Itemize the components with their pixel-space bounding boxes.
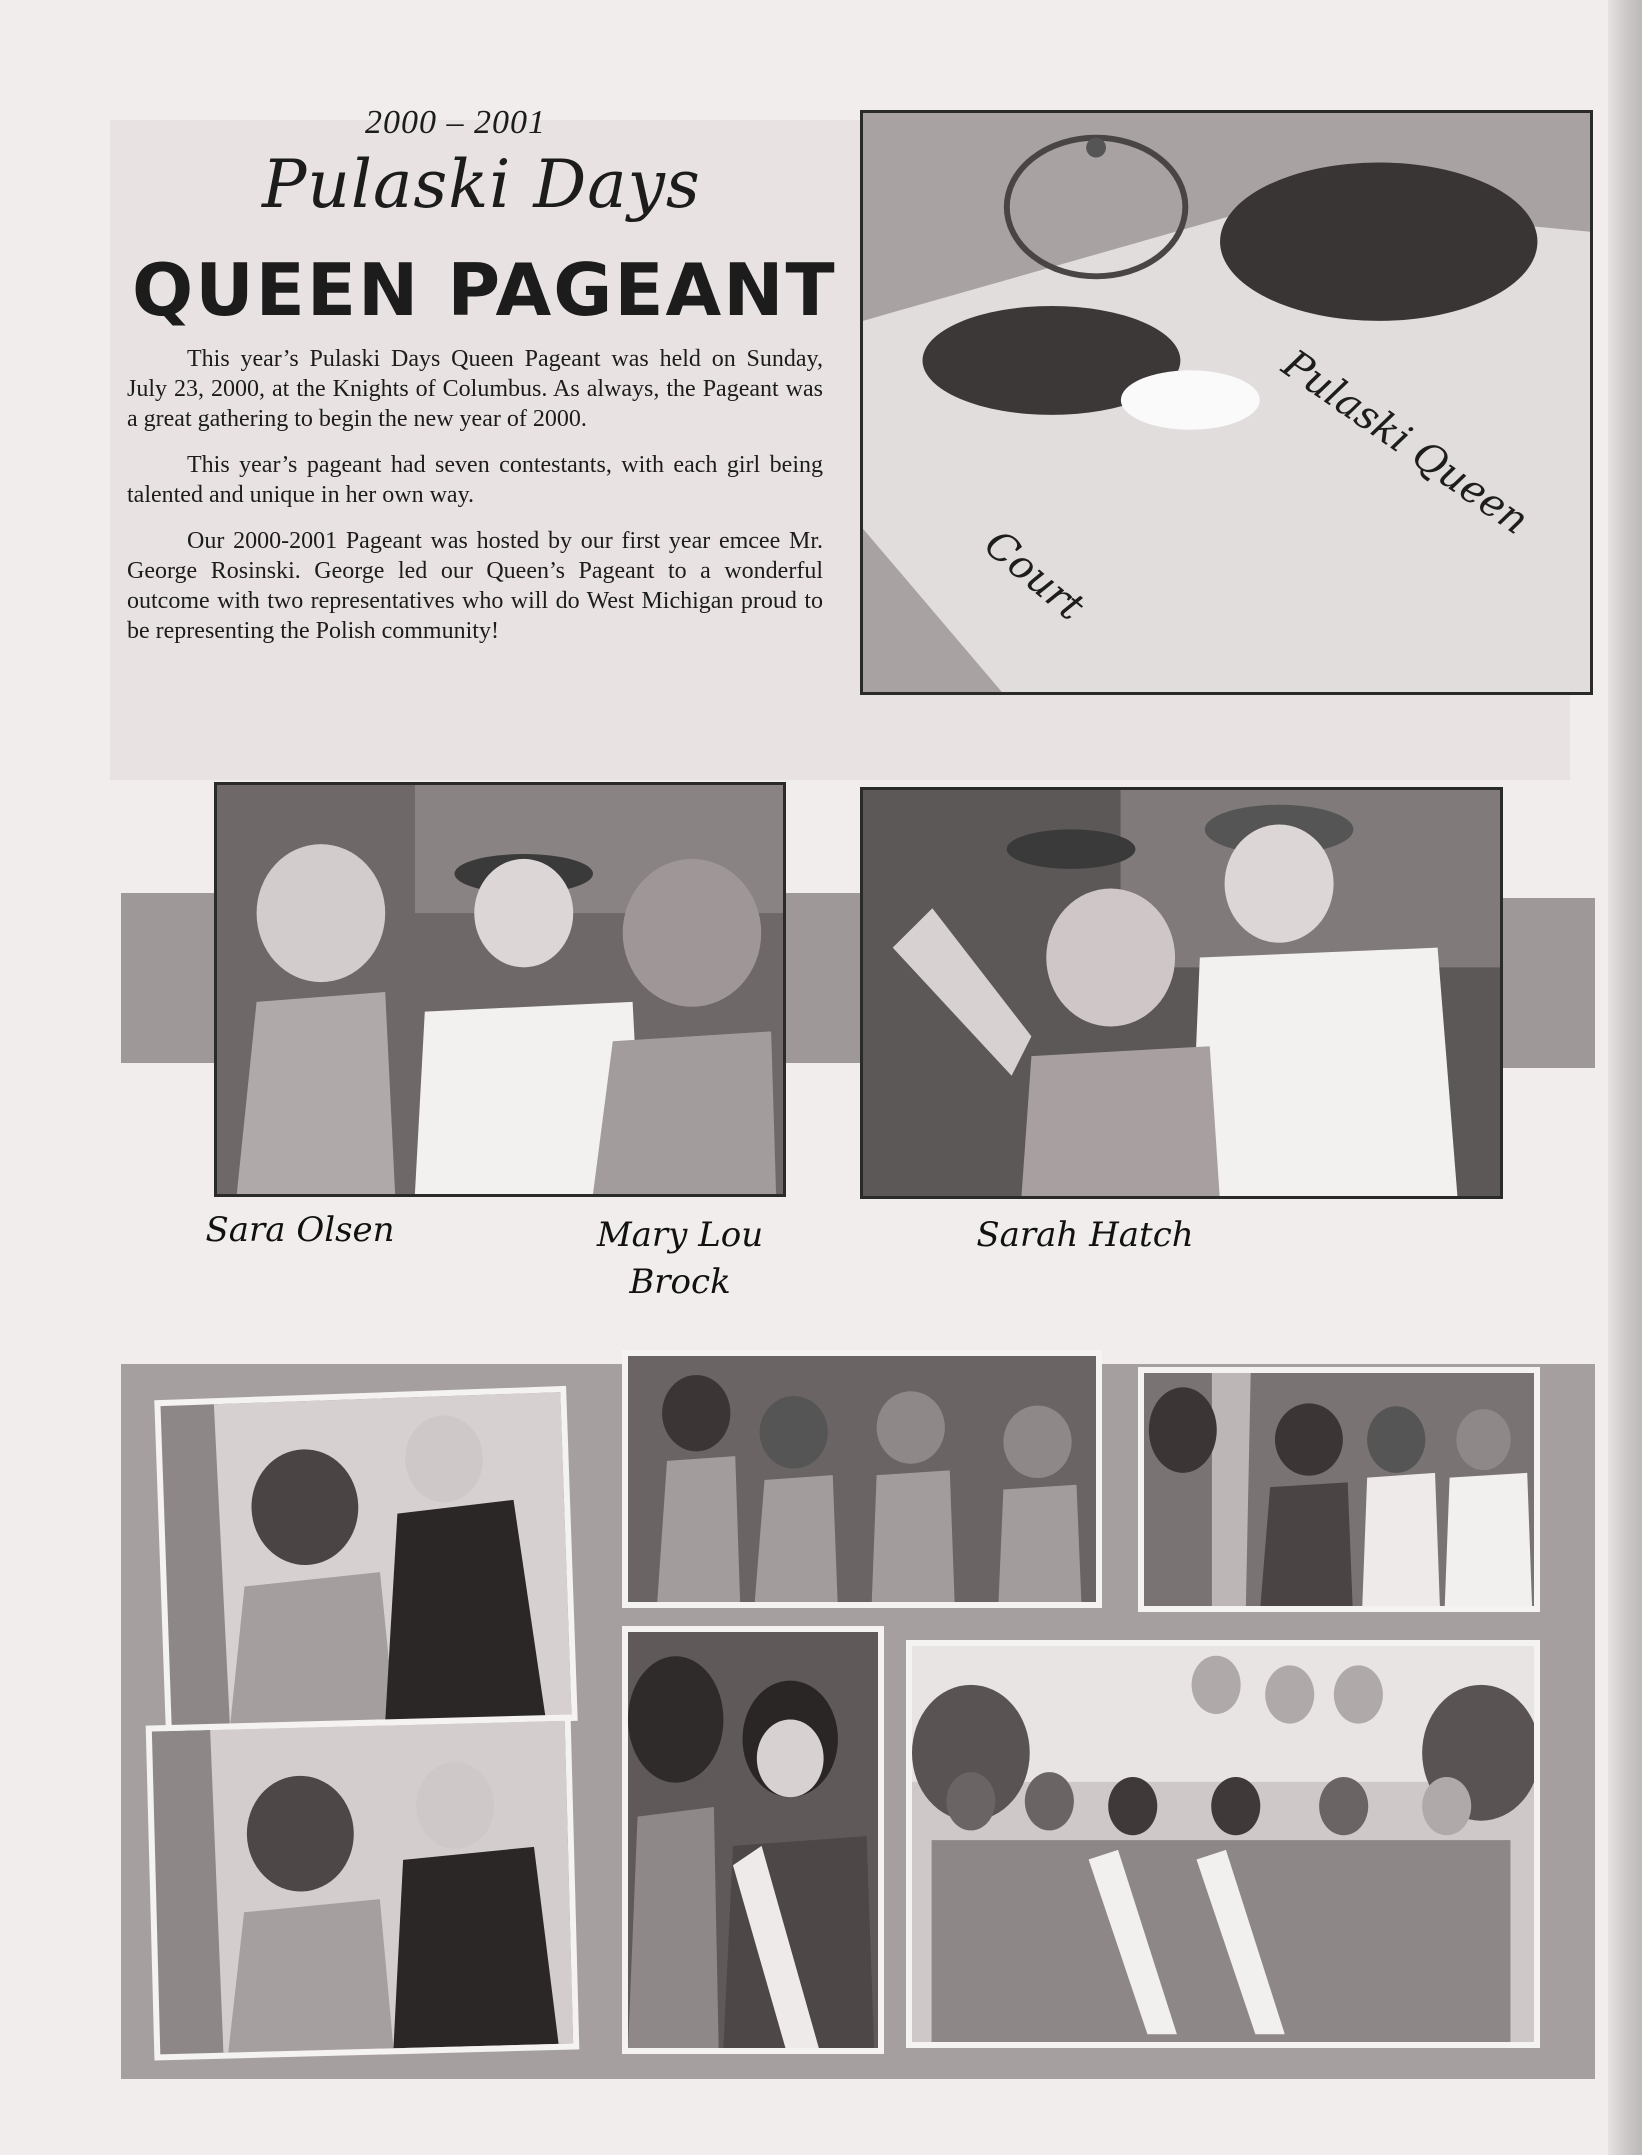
decor-band-right [1503, 898, 1595, 1068]
collage-photo-5-art [628, 1632, 878, 2048]
article-paragraph: Our 2000-2001 Pageant was hosted by our first year emcee Mr. George Rosinski. George led our Queen’s Pageant to a wonderful outcome with two representatives who will do West Michigan proud to be representing the Polish community! [127, 528, 823, 644]
heading-script-title: Pulaski Days [262, 146, 701, 223]
crown-photo-art [863, 113, 1590, 692]
sash-text-court: Court [975, 520, 1094, 630]
middle-photo-2-art [863, 790, 1500, 1196]
article-paragraph: This year’s Pulaski Days Queen Pageant was held on Sunday, July 23, 2000, at the Knights of Columbus. As always, the Pageant was a great gathering to begin the new year of 2000. [127, 346, 823, 432]
sarah-hatch-photo [860, 787, 1503, 1199]
caption-sara-olsen: Sara Olsen [205, 1210, 395, 1250]
middle-photo-1-art [217, 785, 783, 1194]
sash-text-queen: Pulaski Queen [1273, 340, 1537, 544]
heading-years: 2000 – 2001 [365, 104, 546, 141]
caption-mary-lou-line1: Mary Lou [596, 1215, 764, 1255]
contestants-group-photo-1 [622, 1350, 1102, 1608]
contestants-group-photo-2 [1138, 1367, 1540, 1612]
crown-roses-photo [860, 110, 1593, 695]
caption-sarah-hatch: Sarah Hatch [976, 1215, 1194, 1255]
queen-crowning-photo [622, 1626, 884, 2054]
collage-photo-4-art [1144, 1373, 1534, 1606]
collage-photo-1-art [160, 1392, 571, 1729]
page-spine-shadow [1608, 0, 1642, 2155]
court-group-photo [906, 1640, 1540, 2048]
article-paragraph: This year’s pageant had seven contestants, with each girl being talented and unique in her own way. [127, 452, 823, 508]
heading-main-title: QUEEN PAGEANT [132, 248, 837, 332]
collage-photo-2-art [152, 1721, 573, 2055]
caption-mary-lou-line2: Brock [629, 1262, 731, 1302]
sara-olsen-marylou-photo [214, 782, 786, 1197]
emcee-interview-photo-2 [146, 1714, 580, 2060]
collage-photo-3-art [628, 1356, 1096, 1602]
emcee-interview-photo-1 [154, 1386, 577, 1735]
article-body [127, 344, 823, 662]
decor-band-left [121, 893, 219, 1063]
collage-photo-6-art [912, 1646, 1534, 2042]
